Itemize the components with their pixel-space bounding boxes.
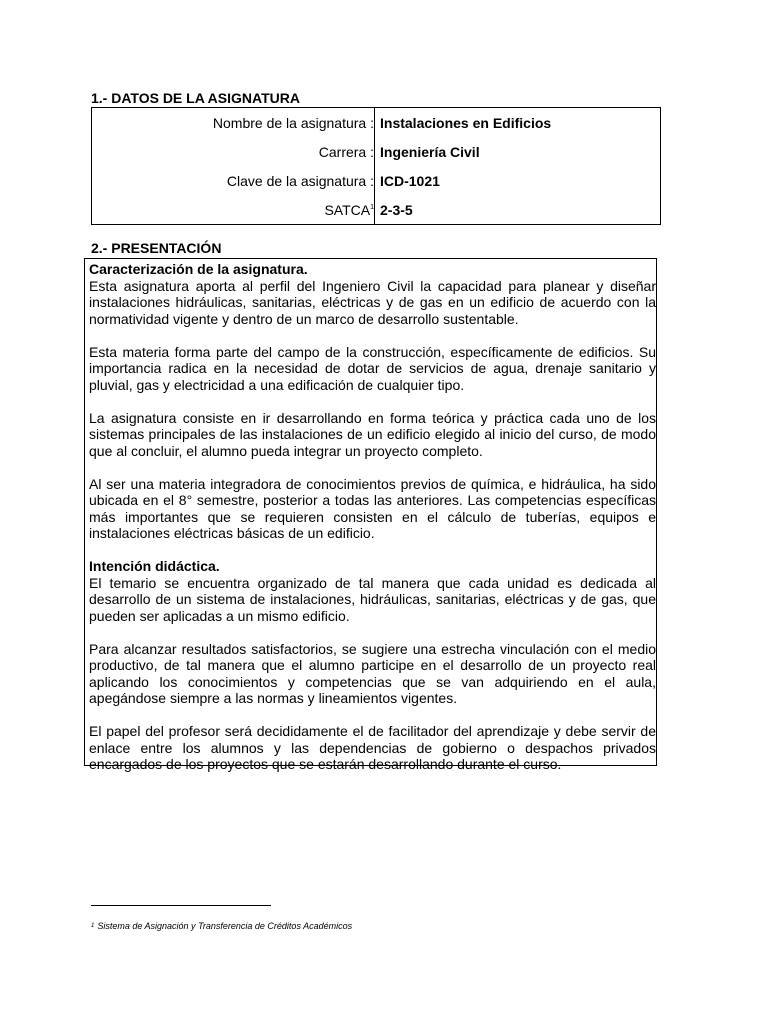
carrera-value: Ingeniería Civil: [380, 143, 480, 160]
presentacion-box: [84, 258, 657, 772]
section-2-title: 2.- PRESENTACIÓN: [91, 240, 222, 256]
table-row: [92, 195, 661, 225]
satca-value: 2-3-5: [380, 201, 413, 218]
paragraph: El temario se encuentra organizado de tal manera que cada unidad es dedicada al desarrollo de un sistema de instalaciones, hidráulicas, sanitarias, eléctricas y de gas, que pueden ser aplicadas a un mismo edificio.: [89, 574, 656, 624]
paragraph: Al ser una materia integradora de conocimientos previos de química, e hidráulica, ha sido ubicada en el 8° semestre, posterior a todas las anteriores. Las competencias específicas más importantes que se requieren consisten en el cálculo de tuberías, equipos e instalaciones eléctricas básicas de un edificio.: [89, 475, 656, 541]
paragraph: La asignatura consiste en ir desarrollando en forma teórica y práctica cada uno de los sistemas principales de las instalaciones de un edificio elegido al inicio del curso, de modo que al concluir, el alumno pueda integrar un proyecto completo.: [89, 409, 656, 459]
clave-label: Clave de la asignatura :: [92, 166, 375, 195]
section-1-title: 1.- DATOS DE LA ASIGNATURA: [91, 90, 300, 106]
paragraph: Esta asignatura aporta al perfil del Ingeniero Civil la capacidad para planear y diseñar instalaciones hidráulicas, sanitarias, eléctricas y de gas en un edificio de acuerdo con la normatividad vigente y dentro de un marco de desarrollo sustentable.: [89, 277, 656, 327]
footnote-marker: 1: [91, 923, 95, 929]
nombre-value: Instalaciones en Edificios: [380, 114, 552, 131]
paragraph: Para alcanzar resultados satisfactorios, se sugiere una estrecha vinculación con el medio productivo, de tal manera que el alumno participe en el desarrollo de un proyecto real aplicando los conocimientos y competencias que se van adquiriendo en el aula, apegándose siempre a las normas y lineamientos vigentes.: [89, 640, 656, 706]
table-row: [92, 166, 661, 195]
paragraph: Esta materia forma parte del campo de la construcción, específicamente de edificios. Su importancia radica en la necesidad de dotar de servicios de agua, drenaje sanitario y pluvial, gas y electricidad a una edificación de cualquier tipo.: [89, 343, 656, 393]
nombre-label: Nombre de la asignatura :: [92, 108, 375, 138]
caracterizacion-heading: Caracterización de la asignatura.: [89, 261, 308, 277]
caracterizacion-block: [89, 261, 656, 327]
satca-label-cell: [92, 195, 375, 225]
footnote-separator: [91, 905, 271, 906]
footnote-text: Sistema de Asignación y Transferencia de Créditos Académicos: [97, 921, 353, 931]
satca-footnote-marker: 1: [370, 203, 374, 211]
table-row: [92, 108, 661, 138]
datos-table: [91, 107, 661, 225]
paragraph: El papel del profesor será decididamente el de facilitador del aprendizaje y debe servir de enlace entre los alumnos y las dependencias de gobierno o despachos privados encargados de los proyectos que se estarán desarrollando durante el curso.: [89, 723, 656, 772]
carrera-label: Carrera :: [92, 137, 375, 166]
satca-label: SATCA: [324, 201, 371, 218]
footnote: [91, 920, 352, 932]
clave-value: ICD-1021: [380, 172, 440, 189]
intencion-heading: Intención didáctica.: [89, 558, 220, 574]
intencion-block: [89, 558, 656, 624]
table-row: [92, 137, 661, 166]
